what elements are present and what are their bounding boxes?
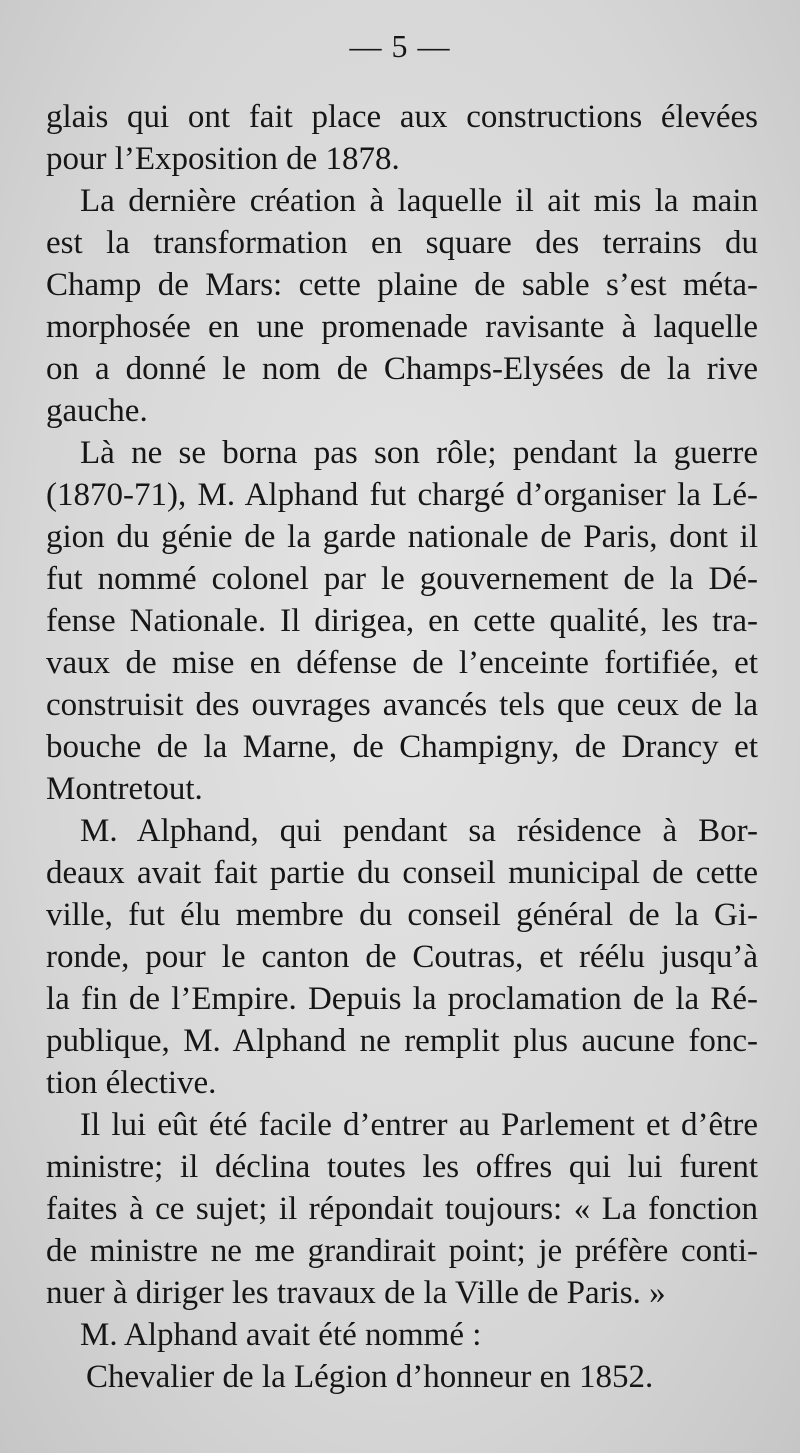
- text-line: de ministre ne me grandirait point; je préfère conti-: [46, 1233, 758, 1269]
- text-line: gion du génie de la garde nationale de Paris, dont il: [46, 519, 758, 555]
- text-line: faites à ce sujet; il répondait toujours: « La fonction: [46, 1191, 758, 1227]
- text-line: fut nommé colonel par le gouvernement de la Dé-: [46, 561, 758, 597]
- text-line: Montretout.: [46, 771, 203, 807]
- page-number: — 5 —: [349, 28, 451, 64]
- text-line: deaux avait fait partie du conseil municipal de cette: [46, 855, 758, 891]
- body-text: [46, 96, 758, 1398]
- text-line: tion élective.: [46, 1065, 217, 1101]
- text-line: Chevalier de la Légion d’honneur en 1852.: [86, 1359, 654, 1395]
- text-line: morphosée en une promenade ravisante à laquelle: [46, 309, 758, 345]
- text-line: nuer à diriger les travaux de la Ville de Paris. »: [46, 1275, 666, 1311]
- text-line: la fin de l’Empire. Depuis la proclamation de la Ré-: [46, 981, 758, 1017]
- text-line: on a donné le nom de Champs-Elysées de la rive: [46, 351, 758, 387]
- text-line: vaux de mise en défense de l’enceinte fortifiée, et: [46, 645, 758, 681]
- text-line: (1870-71), M. Alphand fut chargé d’organiser la Lé-: [46, 477, 758, 513]
- text-line: ronde, pour le canton de Coutras, et réélu jusqu’à: [46, 939, 758, 975]
- text-line: ministre; il déclina toutes les offres qui lui furent: [46, 1149, 758, 1185]
- text-line: Il lui eût été facile d’entrer au Parlement et d’être: [80, 1107, 758, 1143]
- text-line: publique, M. Alphand ne remplit plus aucune fonc-: [46, 1023, 758, 1059]
- text-line: gauche.: [46, 393, 148, 429]
- text-line: bouche de la Marne, de Champigny, de Drancy et: [46, 729, 758, 765]
- text-line: fense Nationale. Il dirigea, en cette qualité, les tra-: [46, 603, 758, 639]
- text-line: Là ne se borna pas son rôle; pendant la guerre: [80, 435, 758, 471]
- text-line: M. Alphand, qui pendant sa résidence à Bor-: [80, 813, 758, 849]
- text-line: M. Alphand avait été nommé :: [80, 1317, 482, 1353]
- text-line: glais qui ont fait place aux constructions élevées: [46, 99, 758, 135]
- text-line: ville, fut élu membre du conseil général de la Gi-: [46, 897, 758, 933]
- text-line: est la transformation en square des terrains du: [46, 225, 758, 261]
- text-line: La dernière création à laquelle il ait mis la main: [80, 183, 758, 219]
- text-line: construisit des ouvrages avancés tels que ceux de la: [46, 687, 758, 723]
- text-line: pour l’Exposition de 1878.: [46, 141, 400, 177]
- text-line: Champ de Mars: cette plaine de sable s’est méta-: [46, 267, 758, 303]
